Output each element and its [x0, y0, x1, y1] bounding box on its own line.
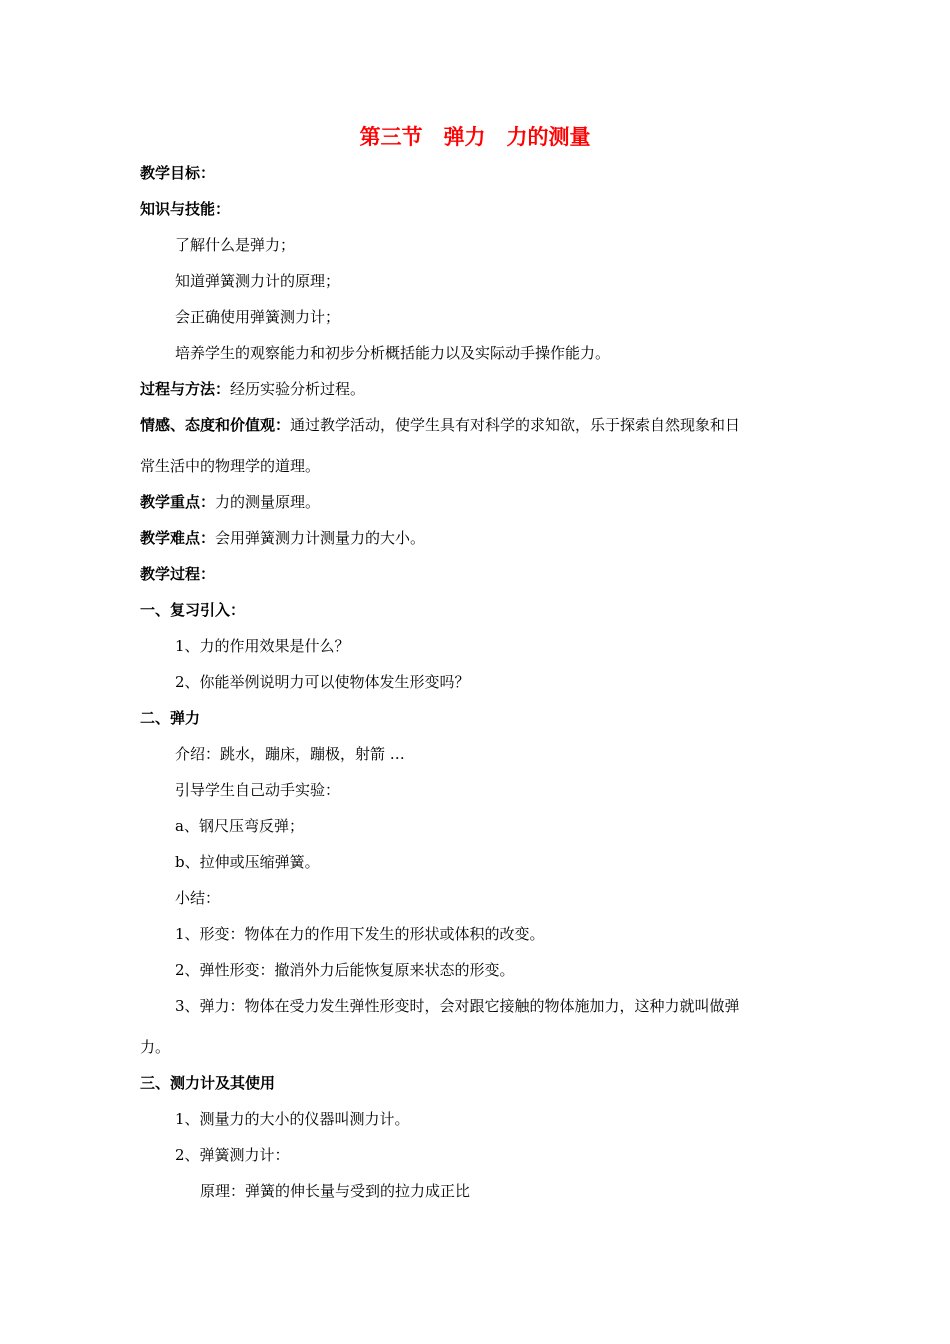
- focus-line: [140, 492, 320, 512]
- process-method-label: 过程与方法：: [140, 380, 231, 398]
- emotion-text-continuation: 常生活中的物理学的道理。: [140, 457, 321, 475]
- review-question: 2、你能举例说明力可以使物体发生形变吗？: [175, 673, 470, 691]
- focus-text: 力的测量原理。: [215, 493, 321, 511]
- process-method-text: 经历实验分析过程。: [230, 380, 366, 398]
- objectives-heading: 教学目标：: [140, 164, 216, 182]
- summary-label: 小结：: [175, 889, 221, 907]
- emotion-text: 通过教学活动，使学生具有对科学的求知欲，乐于探索自然现象和日: [290, 416, 741, 434]
- knowledge-item: 了解什么是弹力；: [175, 236, 296, 254]
- section-review-heading: 一、复习引入：: [140, 601, 246, 619]
- principle-text: 原理：弹簧的伸长量与受到的拉力成正比: [200, 1182, 471, 1200]
- page-title: 第三节 弹力 力的测量: [359, 125, 591, 149]
- guide-text: 引导学生自己动手实验：: [175, 781, 341, 799]
- section-elastic-force-heading: 二、弹力: [140, 709, 201, 727]
- knowledge-item: 会正确使用弹簧测力计；: [175, 308, 341, 326]
- focus-label: 教学重点：: [140, 493, 216, 511]
- review-question: 1、力的作用效果是什么？: [175, 637, 350, 655]
- knowledge-item: 培养学生的观察能力和初步分析概括能力以及实际动手操作能力。: [175, 344, 611, 362]
- section-dynamometer-heading: 三、测力计及其使用: [140, 1074, 276, 1092]
- emotion-label: 情感、态度和价值观：: [140, 416, 291, 434]
- summary-item-continuation: 力。: [140, 1038, 171, 1056]
- teaching-process-heading: 教学过程：: [140, 565, 216, 583]
- knowledge-item: 知道弹簧测力计的原理；: [175, 272, 341, 290]
- summary-item: 3、弹力：物体在受力发生弹性形变时，会对跟它接触的物体施加力，这种力就叫做弹: [175, 997, 740, 1015]
- introduction-text: 介绍：跳水，蹦床，蹦极，射箭 …: [175, 745, 405, 763]
- emotion-line: [140, 415, 740, 435]
- summary-item: 1、形变：物体在力的作用下发生的形状或体积的改变。: [175, 925, 545, 943]
- experiment-item: a、钢尺压弯反弹；: [175, 817, 304, 835]
- difficulty-label: 教学难点：: [140, 529, 216, 547]
- dynamometer-item: 2、弹簧测力计：: [175, 1146, 290, 1164]
- process-method-line: [140, 379, 365, 399]
- knowledge-skills-heading: 知识与技能：: [140, 200, 231, 218]
- difficulty-text: 会用弹簧测力计测量力的大小。: [215, 529, 426, 547]
- dynamometer-item: 1、测量力的大小的仪器叫测力计。: [175, 1110, 410, 1128]
- difficulty-line: [140, 528, 425, 548]
- summary-item: 2、弹性形变：撤消外力后能恢复原来状态的形变。: [175, 961, 515, 979]
- experiment-item: b、拉伸或压缩弹簧。: [175, 853, 320, 871]
